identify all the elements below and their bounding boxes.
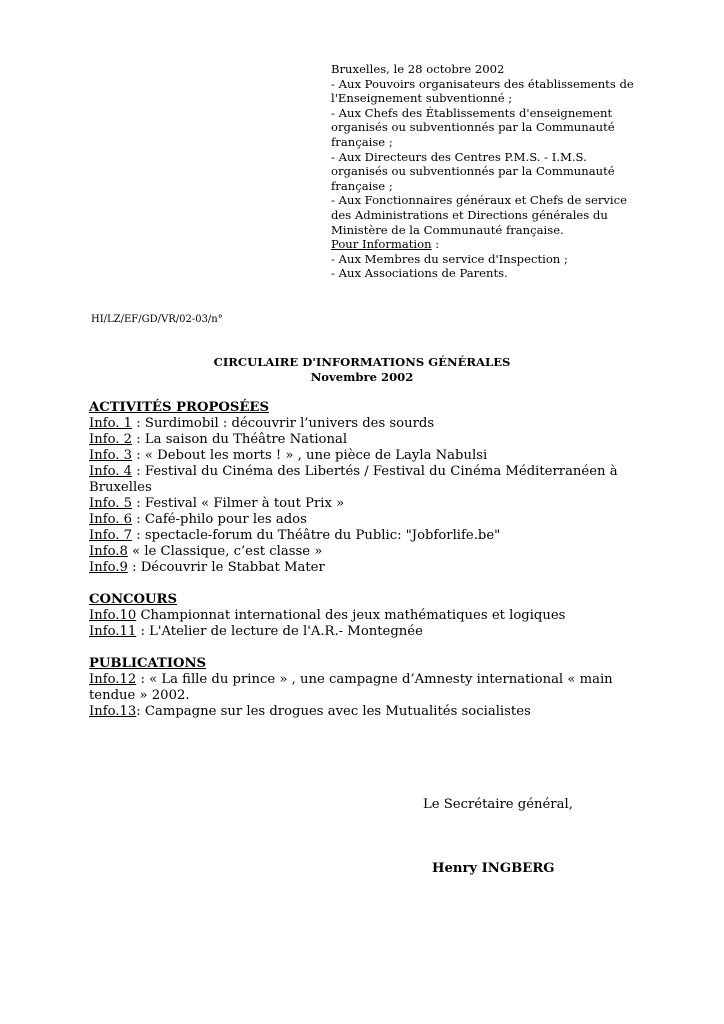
info-link[interactable]: Info. 7 — [89, 528, 133, 543]
info-text: : Café-philo pour les ados — [132, 512, 307, 527]
info-recipient-line: - Aux Membres du service d'Inspection ; — [331, 251, 568, 266]
info-link[interactable]: Info.9 — [89, 560, 128, 575]
recipient-line: - Aux Fonctionnaires généraux et Chefs de service — [331, 193, 627, 208]
list-item — [89, 464, 649, 496]
list-item — [89, 672, 649, 704]
document-body — [89, 400, 649, 720]
recipient-line: organisés ou subventionnés par la Communauté — [331, 120, 615, 135]
section-spacer — [89, 640, 649, 656]
section-spacer — [89, 576, 649, 592]
recipient-line: française ; — [331, 178, 393, 193]
info-link[interactable]: Info.11 — [89, 624, 137, 639]
info-label: Pour Information — [331, 237, 432, 252]
info-text: : Surdimobil : découvrir l’univers des sourds — [132, 416, 435, 431]
list-item — [89, 432, 649, 448]
recipients-block — [331, 62, 634, 281]
title-line: CIRCULAIRE D'INFORMATIONS GÉNÉRALES — [213, 355, 511, 369]
info-recipient-line: - Aux Associations de Parents. — [331, 266, 508, 281]
recipient-line: l'Enseignement subventionné ; — [331, 91, 513, 106]
title-date: Novembre 2002 — [310, 370, 414, 384]
info-text: Championnat international des jeux mathématiques et logiques — [136, 608, 566, 623]
info-link[interactable]: Info.10 — [89, 608, 137, 623]
recipient-line: Ministère de la Communauté française. — [331, 222, 564, 237]
list-item — [89, 544, 649, 560]
reference-code: HI/LZ/EF/GD/VR/02-03/n° — [91, 314, 223, 325]
info-text: : « La fille du prince » , une campagne d’Amnesty international « main tendue » 2002. — [89, 672, 613, 703]
info-link[interactable]: Info.13 — [89, 704, 137, 719]
info-link[interactable]: Info.8 — [89, 544, 128, 559]
signatory-name: Henry INGBERG — [432, 861, 555, 876]
info-line — [331, 237, 631, 252]
section-heading-publications: PUBLICATIONS — [89, 656, 207, 671]
info-text: : La saison du Théâtre National — [132, 432, 348, 447]
recipient-line: française ; — [331, 134, 393, 149]
section-heading-contests: CONCOURS — [89, 592, 178, 607]
list-item — [89, 416, 649, 432]
info-link[interactable]: Info. 6 — [89, 512, 133, 527]
list-item — [89, 560, 649, 576]
circular-title — [0, 355, 724, 385]
info-link[interactable]: Info. 4 — [89, 464, 133, 479]
info-suffix: : — [431, 237, 440, 252]
list-item — [89, 528, 649, 544]
recipient-line: des Administrations et Directions générales du — [331, 207, 608, 222]
recipient-line: - Aux Pouvoirs organisateurs des établissements de — [331, 76, 634, 91]
list-item — [89, 512, 649, 528]
info-text: : Festival « Filmer à tout Prix » — [132, 496, 345, 511]
info-text: : « Debout les morts ! » , une pièce de Layla Nabulsi — [132, 448, 488, 463]
info-text: : Découvrir le Stabbat Mater — [127, 560, 325, 575]
info-text: : spectacle-forum du Théâtre du Public: "Jobforlife.be" — [132, 528, 501, 543]
list-item — [89, 624, 649, 640]
date-line: Bruxelles, le 28 octobre 2002 — [331, 62, 505, 76]
info-link[interactable]: Info. 5 — [89, 496, 133, 511]
info-text: « le Classique, c’est classe » — [127, 544, 323, 559]
recipient-line: - Aux Chefs des Établissements d'enseignement — [331, 105, 613, 120]
info-text: : Festival du Cinéma des Libertés / Festival du Cinéma Méditerranéen à Bruxelles — [89, 464, 618, 495]
info-link[interactable]: Info. 1 — [89, 416, 133, 431]
list-item — [89, 496, 649, 512]
info-link[interactable]: Info. 3 — [89, 448, 133, 463]
info-link[interactable]: Info.12 — [89, 672, 137, 687]
section-heading-activities: ACTIVITÉS PROPOSÉES — [89, 400, 270, 415]
info-text: : Campagne sur les drogues avec les Mutualités socialistes — [136, 704, 531, 719]
recipient-line: organisés ou subventionnés par la Communauté — [331, 164, 615, 179]
info-text: : L'Atelier de lecture de l'A.R.- Montegnée — [136, 624, 423, 639]
info-link[interactable]: Info. 2 — [89, 432, 133, 447]
signatory-title: Le Secrétaire général, — [423, 797, 573, 812]
list-item — [89, 704, 649, 720]
recipient-line: - Aux Directeurs des Centres P.M.S. - I.M.S. — [331, 149, 587, 164]
list-item — [89, 608, 649, 624]
list-item — [89, 448, 649, 464]
